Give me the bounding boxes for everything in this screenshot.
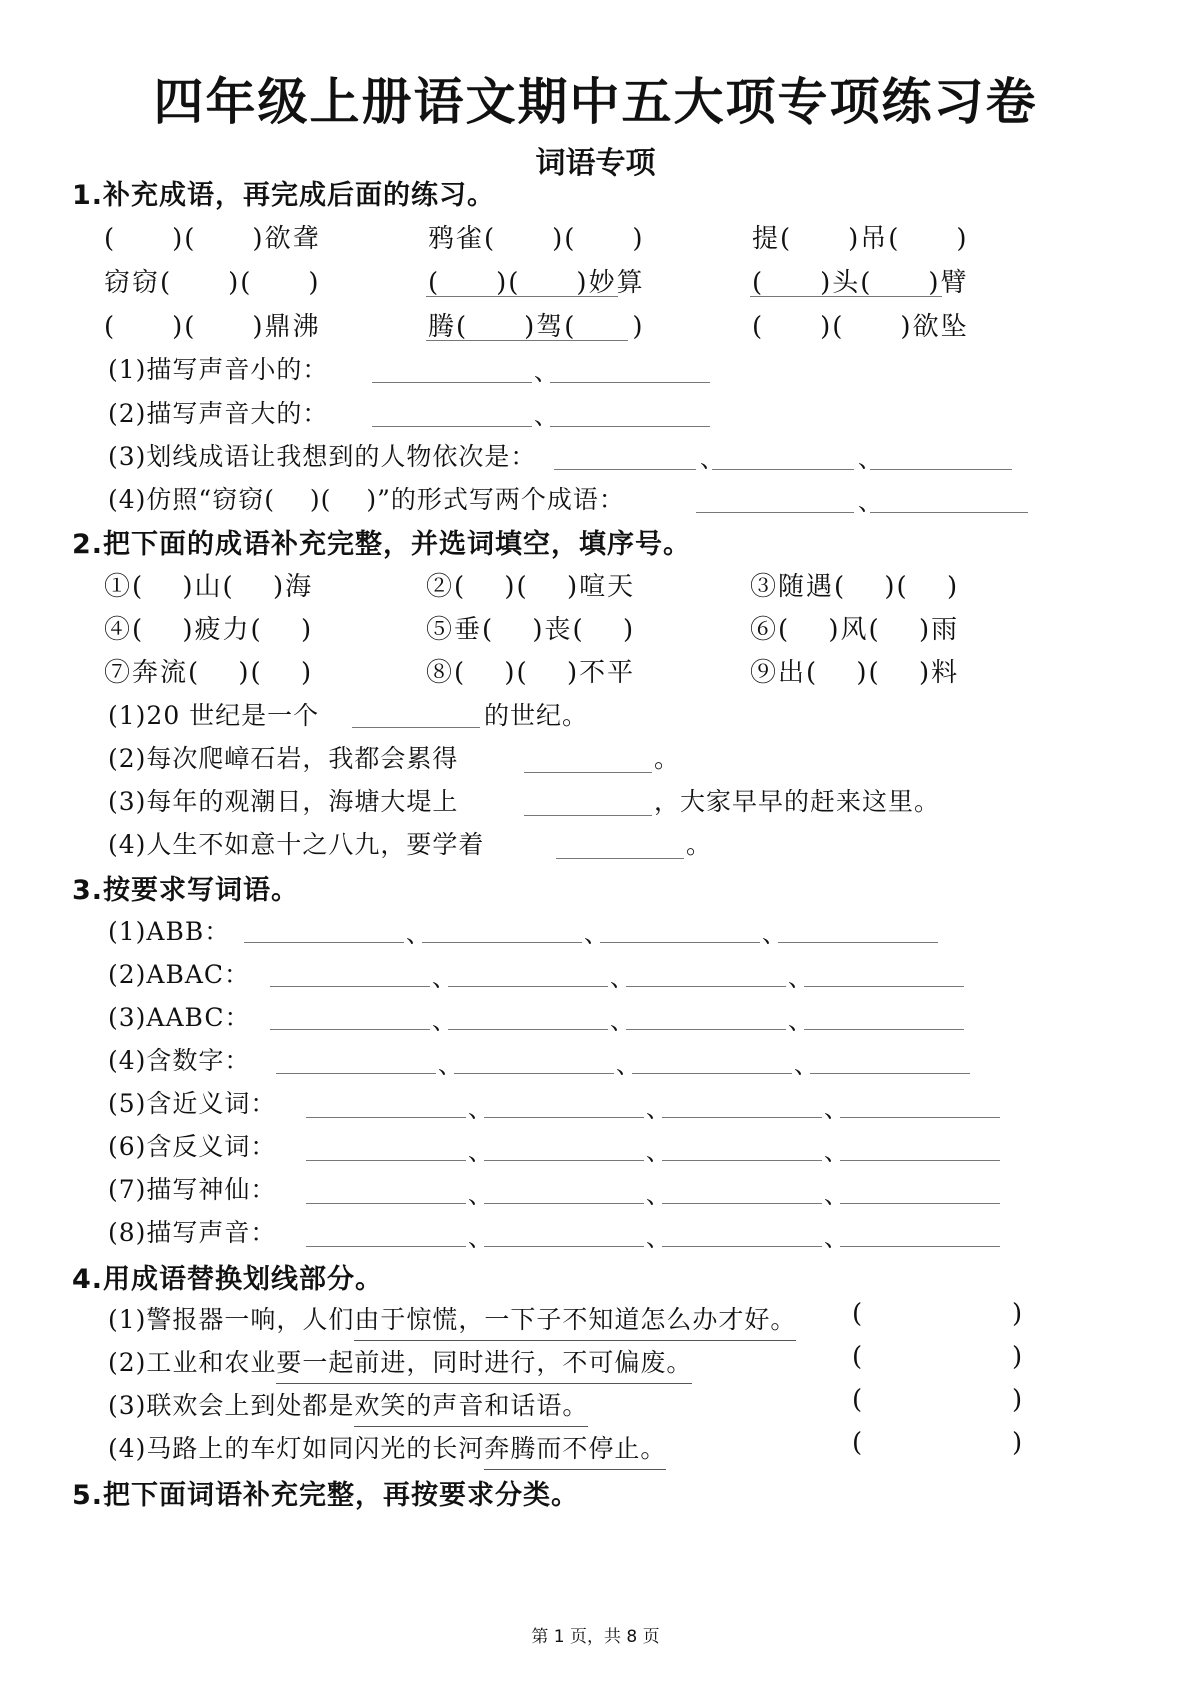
q4-item-4-paren-close: ) [1012, 1428, 1023, 1458]
question-1-heading: 1.补充成语，再完成后面的练习。 [72, 180, 496, 211]
separator: 、 [824, 1224, 848, 1252]
q2-idiom-5: ⑤垂( )丧( ) [426, 615, 636, 645]
separator: 、 [646, 1095, 670, 1123]
q1-sub-4-blank-2[interactable] [870, 512, 1028, 513]
separator: 、 [788, 1007, 812, 1035]
separator: 、 [610, 1007, 634, 1035]
q2-sentence-3-before: (3)每年的观潮日，海塘大堤上 [108, 787, 459, 816]
separator: 、 [824, 1095, 848, 1123]
separator: 、 [858, 445, 882, 473]
separator: 、 [406, 920, 430, 948]
q1-idiom-6-underline [750, 296, 942, 297]
q4-item-1-prefix: (1)警报器一响，人们 [108, 1305, 355, 1334]
q3-item-6-blank-4[interactable] [840, 1160, 1000, 1161]
q1-idiom-6: ( )头( )臂 [752, 268, 969, 298]
q4-item-2-underlined: 要一起前进，同时进行，不可偏废。 [276, 1348, 692, 1384]
q2-sentence-3-after: ，大家早早的赶来这里。 [654, 787, 941, 816]
separator: 、 [610, 964, 634, 992]
page-number: 第 1 页，共 8 页 [531, 1627, 660, 1647]
q2-sentence-1-after: 的世纪。 [484, 701, 589, 730]
q4-item-4-paren-open: ( [852, 1428, 863, 1458]
separator: 、 [432, 1007, 456, 1035]
q3-item-8-blank-2[interactable] [484, 1246, 644, 1247]
page-subtitle: 词语专项 [535, 146, 656, 181]
separator: 、 [788, 964, 812, 992]
separator: 、 [794, 1051, 818, 1079]
q3-item-4-blank-2[interactable] [454, 1073, 614, 1074]
q1-sub-4-blank-1[interactable] [696, 512, 854, 513]
q2-sentence-4-blank[interactable] [556, 858, 684, 859]
q4-item-3-prefix: (3)联欢会上到处都是 [108, 1391, 355, 1420]
separator: 、 [824, 1181, 848, 1209]
separator: 、 [700, 445, 724, 473]
q2-idiom-4: ④( )疲力( ) [104, 615, 314, 645]
q3-item-6: (6)含反义词： [108, 1132, 277, 1161]
q1-sub-2: (2)描写声音大的： [108, 399, 329, 428]
q2-sentence-2-after: 。 [654, 744, 681, 773]
q1-sub-2-blank-2[interactable] [550, 426, 710, 427]
q2-sentence-2-blank[interactable] [524, 772, 652, 773]
q3-item-4-blank-4[interactable] [810, 1073, 970, 1074]
q3-item-7-blank-2[interactable] [484, 1203, 644, 1204]
separator: 、 [534, 358, 558, 386]
q1-sub-1-blank-1[interactable] [372, 382, 532, 383]
separator: 、 [646, 1224, 670, 1252]
q3-item-3-blank-3[interactable] [626, 1029, 786, 1030]
q3-item-6-blank-2[interactable] [484, 1160, 644, 1161]
q3-item-6-blank-1[interactable] [306, 1160, 466, 1161]
q3-item-5-blank-3[interactable] [662, 1117, 822, 1118]
q4-item-1-paren-close: ) [1012, 1299, 1023, 1329]
q2-sentence-1-before: (1)20 世纪是一个 [108, 701, 320, 730]
q3-item-8-blank-4[interactable] [840, 1246, 1000, 1247]
q1-sub-4: (4)仿照“窃窃( )( )”的形式写两个成语： [108, 485, 625, 514]
q4-item-1 [108, 1300, 796, 1336]
separator: 、 [762, 920, 786, 948]
q4-item-2-paren-close: ) [1012, 1342, 1023, 1372]
separator: 、 [432, 964, 456, 992]
q3-item-7-blank-3[interactable] [662, 1203, 822, 1204]
q3-item-2-blank-1[interactable] [270, 986, 430, 987]
q4-item-2-prefix: (2)工业和农业 [108, 1348, 277, 1377]
q3-item-2: (2)ABAC： [108, 960, 251, 989]
separator: 、 [824, 1138, 848, 1166]
q3-item-4: (4)含数字： [108, 1046, 251, 1075]
q2-sentence-2-before: (2)每次爬嶂石岩，我都会累得 [108, 744, 459, 773]
q1-idiom-5: ( )( )妙算 [428, 268, 645, 298]
separator: 、 [468, 1181, 492, 1209]
q4-item-3-underlined: 欢笑的声音和话语。 [354, 1391, 588, 1427]
separator: 、 [616, 1051, 640, 1079]
q3-item-3-blank-1[interactable] [270, 1029, 430, 1030]
page-title: 四年级上册语文期中五大项专项练习卷 [153, 73, 1038, 131]
q3-item-7: (7)描写神仙： [108, 1175, 277, 1204]
q1-sub-1-blank-2[interactable] [550, 382, 710, 383]
q2-sentence-3-blank[interactable] [524, 815, 652, 816]
q1-idiom-3: 提( )吊( ) [752, 224, 969, 254]
q1-idiom-1: ( )( )欲聋 [104, 224, 321, 254]
q4-item-4-underlined: 奔腾而不停止。 [484, 1434, 666, 1470]
q1-idiom-2: 鸦雀( )( ) [428, 224, 645, 254]
q3-item-5-blank-2[interactable] [484, 1117, 644, 1118]
q4-item-4-prefix: (4)马路上的车灯如同闪光的长河 [108, 1434, 485, 1463]
q2-idiom-6: ⑥( )风( )雨 [750, 615, 960, 645]
q1-idiom-8-underline [426, 340, 628, 341]
q4-item-2-paren-open: ( [852, 1342, 863, 1372]
q1-sub-3-blank-1[interactable] [554, 469, 696, 470]
question-4-heading: 4.用成语替换划线部分。 [72, 1264, 384, 1295]
q3-item-6-blank-3[interactable] [662, 1160, 822, 1161]
separator: 、 [468, 1095, 492, 1123]
q3-item-1-blank-3[interactable] [600, 942, 760, 943]
q3-item-7-blank-4[interactable] [840, 1203, 1000, 1204]
q3-item-7-blank-1[interactable] [306, 1203, 466, 1204]
q3-item-3: (3)AABC： [108, 1003, 251, 1032]
q4-item-3-paren-open: ( [852, 1385, 863, 1415]
q4-item-1-underlined: 由于惊慌，一下子不知道怎么办才好。 [354, 1305, 796, 1341]
q3-item-1-blank-4[interactable] [778, 942, 938, 943]
q3-item-8: (8)描写声音： [108, 1218, 277, 1247]
question-2-heading: 2.把下面的成语补充完整，并选词填空，填序号。 [72, 529, 692, 560]
q1-idiom-9: ( )( )欲坠 [752, 312, 969, 342]
separator: 、 [534, 402, 558, 430]
q1-sub-2-blank-1[interactable] [372, 426, 532, 427]
q1-idiom-5-underline [426, 296, 618, 297]
q2-idiom-1: ①( )山( )海 [104, 572, 314, 602]
separator: 、 [468, 1224, 492, 1252]
q3-item-8-blank-3[interactable] [662, 1246, 822, 1247]
q3-item-5: (5)含近义词： [108, 1089, 277, 1118]
q2-idiom-3: ③随遇( )( ) [750, 572, 960, 602]
q2-sentence-4-after: 。 [686, 830, 713, 859]
q2-idiom-2: ②( )( )喧天 [426, 572, 636, 602]
q3-item-5-blank-1[interactable] [306, 1117, 466, 1118]
separator: 、 [468, 1138, 492, 1166]
q4-item-3 [108, 1386, 588, 1422]
q4-item-2 [108, 1343, 692, 1379]
q3-item-4-blank-3[interactable] [632, 1073, 792, 1074]
q1-idiom-8: 腾( )驾( ) [428, 312, 645, 342]
q1-idiom-7: ( )( )鼎沸 [104, 312, 321, 342]
separator: 、 [858, 488, 882, 516]
q3-item-3-blank-2[interactable] [448, 1029, 608, 1030]
q1-sub-3: (3)划线成语让我想到的人物依次是： [108, 442, 537, 471]
q3-item-5-blank-4[interactable] [840, 1117, 1000, 1118]
q3-item-1-blank-1[interactable] [244, 942, 404, 943]
separator: 、 [646, 1138, 670, 1166]
q2-idiom-8: ⑧( )( )不平 [426, 658, 636, 688]
q4-item-3-paren-close: ) [1012, 1385, 1023, 1415]
q3-item-1-blank-2[interactable] [422, 942, 582, 943]
q3-item-3-blank-4[interactable] [804, 1029, 964, 1030]
q1-idiom-4: 窃窃( )( ) [104, 268, 321, 298]
q3-item-2-blank-3[interactable] [626, 986, 786, 987]
separator: 、 [646, 1181, 670, 1209]
q1-sub-3-blank-3[interactable] [870, 469, 1012, 470]
question-5-heading: 5.把下面词语补充完整，再按要求分类。 [72, 1480, 580, 1511]
q4-item-4 [108, 1429, 666, 1465]
q1-sub-3-blank-2[interactable] [712, 469, 854, 470]
q1-sub-1: (1)描写声音小的： [108, 355, 329, 384]
q2-sentence-1-blank[interactable] [352, 727, 480, 728]
question-3-heading: 3.按要求写词语。 [72, 875, 300, 906]
separator: 、 [584, 920, 608, 948]
q3-item-2-blank-2[interactable] [448, 986, 608, 987]
separator: 、 [438, 1051, 462, 1079]
q3-item-1: (1)ABB： [108, 917, 231, 946]
q3-item-2-blank-4[interactable] [804, 986, 964, 987]
q2-sentence-4-before: (4)人生不如意十之八九，要学着 [108, 830, 485, 859]
q2-idiom-7: ⑦奔流( )( ) [104, 658, 314, 688]
q4-item-1-paren-open: ( [852, 1299, 863, 1329]
q3-item-8-blank-1[interactable] [306, 1246, 466, 1247]
q3-item-4-blank-1[interactable] [276, 1073, 436, 1074]
q2-idiom-9: ⑨出( )( )料 [750, 658, 960, 688]
